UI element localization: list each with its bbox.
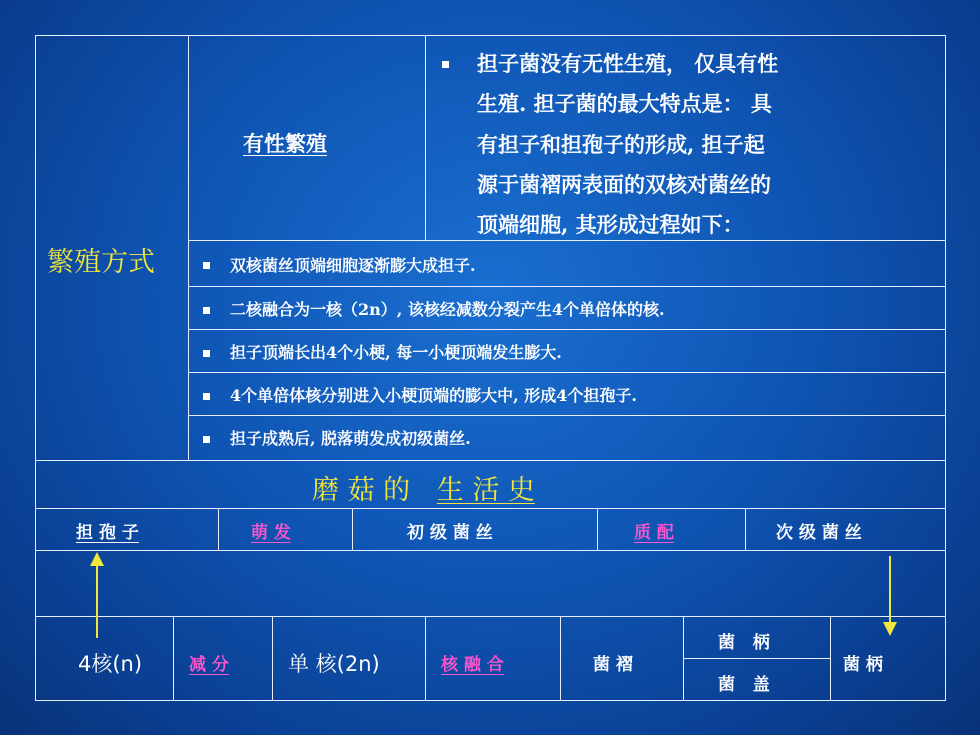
process-step: 双核菌丝顶端细胞逐渐膨大成担子.: [230, 256, 476, 275]
description-line: 顶端细胞, 其形成过程如下：: [477, 212, 744, 237]
single-nucleus-label: 单 核(2n): [288, 652, 380, 676]
step-bullet: [203, 436, 210, 443]
step-bullet: [203, 393, 210, 400]
process-step: 担子顶端长出4个小梗, 每一小梗顶端发生膨大.: [230, 343, 562, 362]
cell-meiosis: 减 分: [189, 655, 229, 675]
cell-primary-mycelium: 初 级 菌 丝: [407, 523, 493, 543]
process-step: 4个单倍体核分别进入小梗顶端的膨大中, 形成4个担孢子.: [230, 386, 637, 405]
process-step: 担子成熟后, 脱落萌发成初级菌丝.: [230, 429, 471, 448]
cell-stipe-top: 菌 柄: [718, 633, 770, 653]
step-bullet: [203, 307, 210, 314]
cell-gills: 菌 褶: [593, 655, 633, 675]
step-bullet: [203, 350, 210, 357]
desc-bullet: [442, 61, 449, 68]
title-part-2: 生 活 史: [436, 475, 535, 506]
cell-karyogamy: 核 融 合: [441, 655, 504, 675]
reproduction-method-label: 繁殖方式: [47, 247, 155, 278]
step-bullet: [203, 262, 210, 269]
description-line: 源于菌褶两表面的双核对菌丝的: [477, 172, 771, 197]
description-line: 担子菌没有无性生殖， 仅具有性: [477, 51, 779, 76]
cell-stipe: 菌 柄: [843, 655, 883, 675]
process-step: 二核融合为一核（2n）, 该核经减数分裂产生4个单倍体的核.: [230, 300, 665, 319]
description-line: 有担子和担孢子的形成, 担子起: [477, 132, 765, 157]
cell-single-nucleus: [288, 648, 380, 678]
cell-plasmogamy: 质 配: [634, 523, 674, 543]
sexual-reproduction-label: 有性繁殖: [243, 131, 327, 156]
cell-four-nuclei: 4核(n): [78, 652, 143, 676]
cell-germination: 萌 发: [251, 523, 291, 543]
description-line: 生殖. 担子菌的最大特点是： 具: [477, 91, 772, 116]
cell-basidiospore: 担 孢 子: [76, 523, 139, 543]
title-part-1: 磨 菇 的: [312, 475, 411, 506]
cell-cap: 菌 盖: [718, 675, 770, 695]
life-cycle-title: [312, 468, 535, 507]
cell-secondary-mycelium: 次 级 菌 丝: [776, 523, 862, 543]
